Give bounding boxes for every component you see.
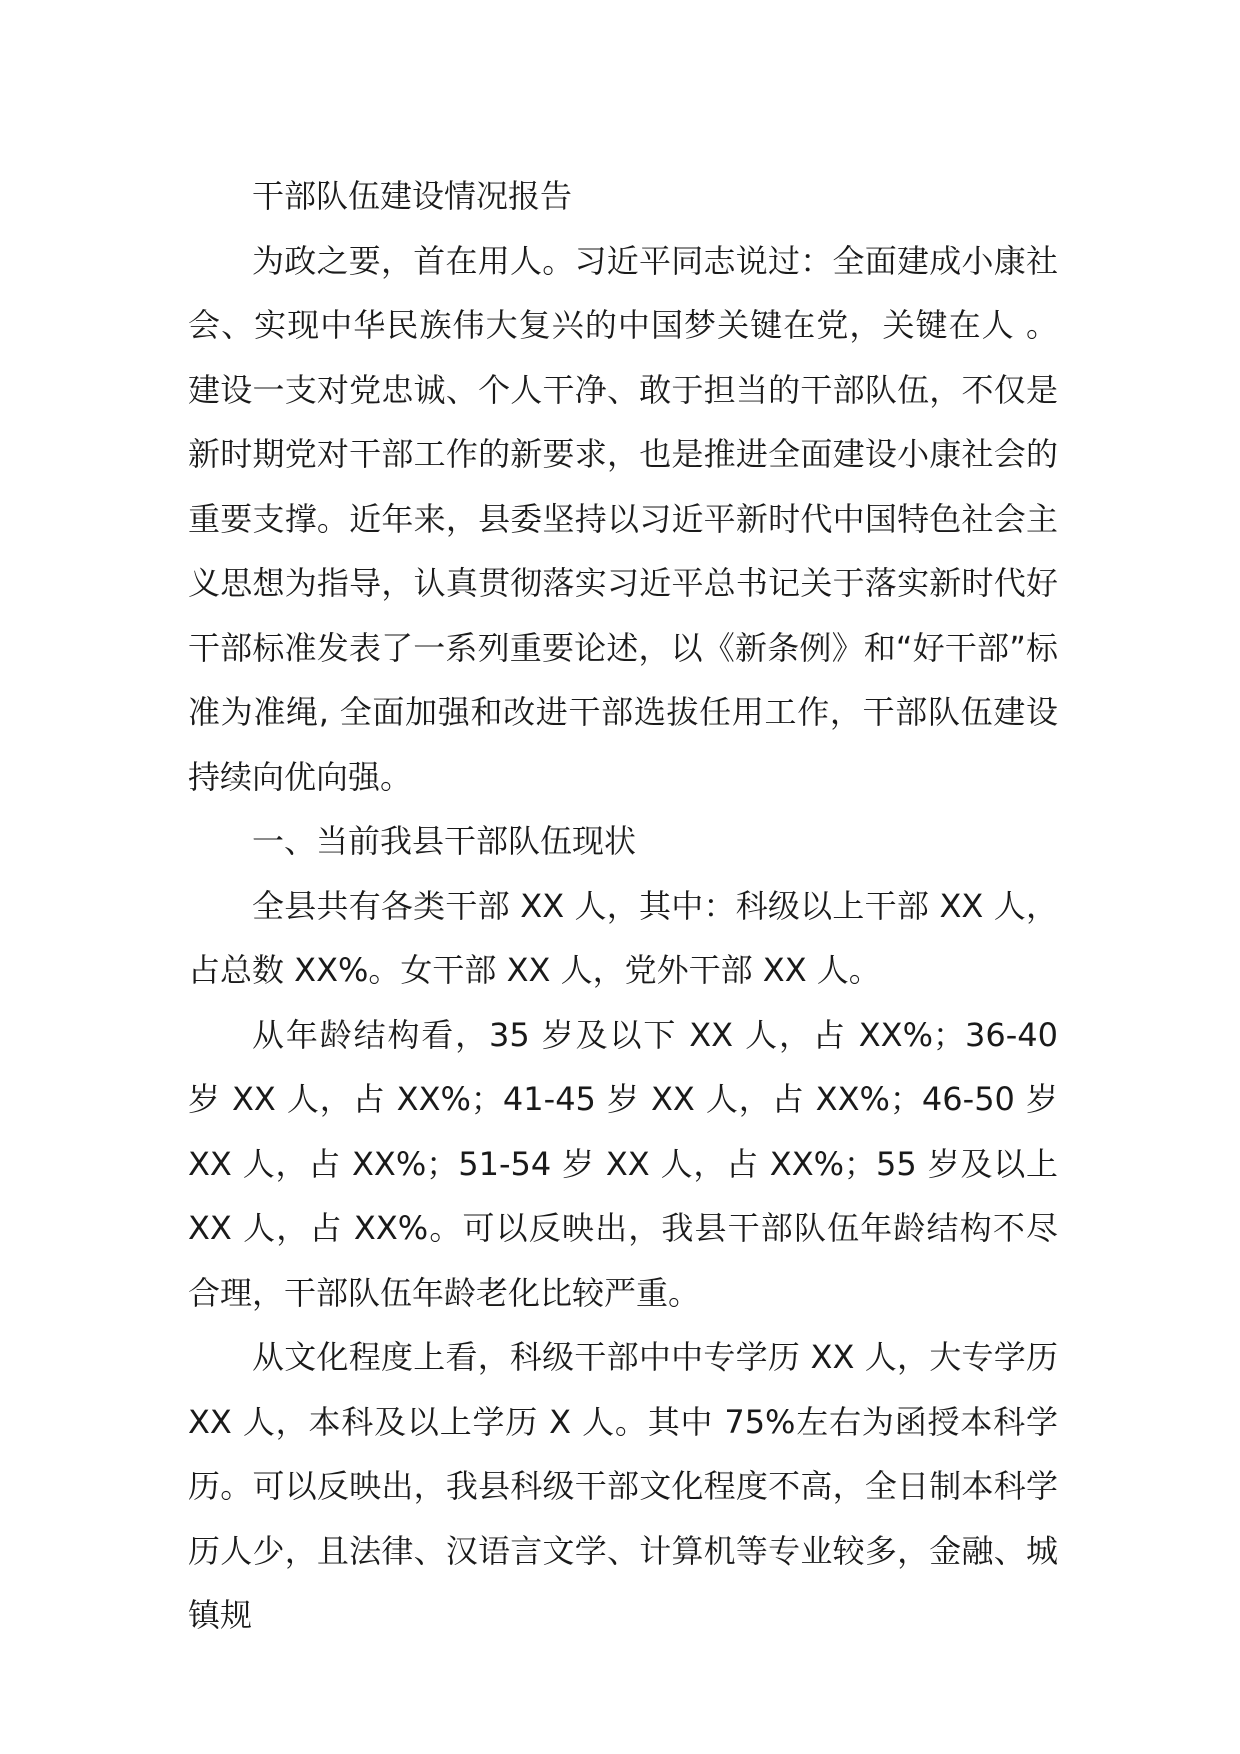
- paragraph-education: 从文化程度上看，科级干部中中专学历 XX 人，大专学历 XX 人，本科及以上学历 X 人。其中 75%左右为函授本科学历。可以反映出，我县科级干部文化程度不高，全日制本科学历人少，且法律、汉语言文学、计算机等专业较多，金融、城镇规: [188, 1338, 1058, 1634]
- intro-paragraph: 为政之要，首在用人。习近平同志说过：全面建成小康社会、实现中华民族伟大复兴的中国梦关键在党，关键在人 。建设一支对党忠诚、个人干净、敢于担当的干部队伍，不仅是新时期党对干部工作的新要求，也是推进全面建设小康社会的重要支撑。近年来，县委坚持以习近平新时代中国特色社会主义思想为指导，认真贯彻落实习近平总书记关于落实新时代好干部标准发表了一系列重要论述，以《新条例》和“好干部”标准为准绳, 全面加强和改进干部选拔任用工作，干部队伍建设持续向优向强。: [188, 241, 1058, 796]
- document-title: 干部队伍建设情况报告: [252, 177, 573, 215]
- document-body: [188, 164, 1058, 1648]
- section-heading: 一、当前我县干部队伍现状: [252, 822, 637, 860]
- paragraph-totals: 全县共有各类干部 XX 人，其中：科级以上干部 XX 人，占总数 XX%。女干部 XX 人，党外干部 XX 人。: [188, 886, 1058, 989]
- paragraph-age-structure: 从年龄结构看，35 岁及以下 XX 人，占 XX%；36-40 岁 XX 人，占 XX%；41-45 岁 XX 人，占 XX%；46-50 岁 XX 人，占 XX%；51-54 岁 XX 人，占 XX%；55 岁及以上 XX 人，占 XX%。可以反映出，我县干部队伍年龄结构不尽合理，干部队伍年龄老化比较严重。: [188, 1015, 1058, 1312]
